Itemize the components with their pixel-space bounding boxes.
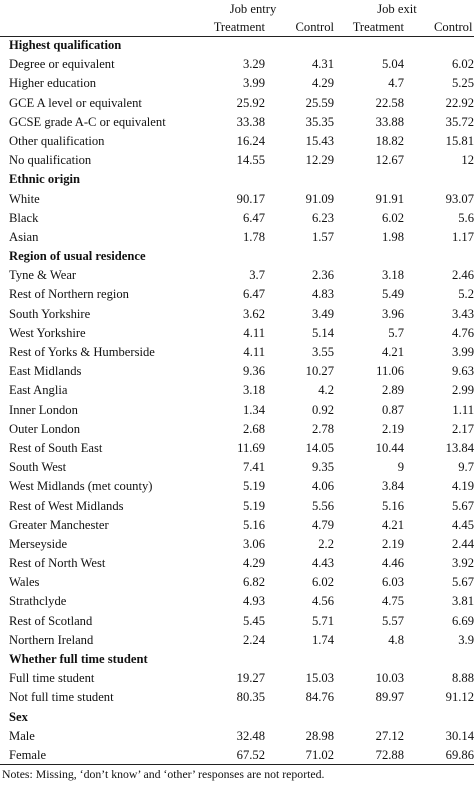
row-label: Rest of Yorks & Humberside (9, 345, 155, 359)
table-row (0, 746, 474, 765)
table-cell: 18.82 (375, 133, 404, 148)
column-header-exit-treatment: Treatment (352, 20, 404, 34)
table-cell: 4.7 (388, 76, 404, 91)
row-label: GCE A level or equivalent (9, 95, 142, 110)
table-row (0, 190, 474, 209)
row-label: Black (9, 210, 39, 225)
table-row (0, 305, 474, 324)
table-cell: 33.38 (236, 114, 265, 129)
table-cell: 6.02 (311, 575, 334, 590)
column-group-job-exit: Job exit (377, 2, 417, 16)
table-row (0, 612, 474, 631)
table-cell: 4.29 (311, 76, 334, 91)
table-cell: 4.43 (311, 556, 334, 571)
table-cell: 22.58 (375, 95, 404, 110)
table-cell: 5.16 (242, 517, 265, 532)
table-cell: 5.16 (381, 498, 404, 513)
table-row (0, 362, 474, 381)
row-label: Wales (9, 575, 40, 590)
row-label: Rest of West Midlands (9, 498, 124, 513)
table-cell: 16.24 (236, 133, 265, 148)
table-cell: 5.2 (458, 287, 474, 302)
table-cell: 89.97 (375, 690, 404, 705)
table-cell: 5.71 (311, 613, 334, 628)
table-cell: 5.67 (451, 498, 474, 513)
section-label: Whether full time student (9, 652, 148, 666)
column-group-job-entry: Job entry (229, 2, 277, 16)
table-cell: 22.92 (445, 95, 474, 110)
table-cell: 93.07 (445, 191, 474, 206)
table-row (0, 688, 474, 707)
table-cell: 0.92 (311, 402, 334, 417)
table-row (0, 439, 474, 458)
table-cell: 9.35 (311, 460, 334, 475)
section-header-row (0, 650, 474, 669)
table-cell: 4.11 (243, 325, 265, 340)
table-cell: 11.69 (237, 440, 265, 455)
table-cell: 3.06 (242, 536, 265, 551)
table-cell: 5.7 (388, 325, 404, 340)
section-label: Ethnic origin (9, 172, 81, 187)
table-cell: 3.18 (381, 268, 404, 283)
table-cell: 2.17 (451, 421, 474, 436)
table-row (0, 592, 474, 611)
table-cell: 6.47 (242, 287, 265, 302)
table-cell: 2.36 (311, 268, 334, 283)
table-cell: 28.98 (305, 728, 334, 743)
row-label: Tyne & Wear (9, 268, 77, 283)
table-cell: 4.79 (311, 517, 334, 532)
row-label: East Midlands (9, 364, 82, 379)
table-cell: 9.7 (458, 460, 474, 475)
bottom-rule (0, 764, 474, 765)
table-cell: 6.23 (311, 210, 334, 225)
table-cell: 4.8 (388, 632, 404, 647)
table-cell: 84.76 (305, 690, 334, 705)
table-cell: 3.55 (311, 345, 334, 359)
table-cell: 4.93 (242, 594, 265, 609)
table-cell: 1.74 (311, 632, 334, 647)
table-header (0, 0, 474, 36)
table-row (0, 535, 474, 554)
table-cell: 5.56 (311, 498, 334, 513)
table-row (0, 324, 474, 343)
table-cell: 4.2 (318, 383, 334, 398)
row-label: Male (9, 728, 35, 743)
table-cell: 12.29 (305, 153, 334, 168)
table-cell: 90.17 (236, 191, 265, 206)
table-row (0, 343, 474, 362)
table-cell: 2.19 (381, 536, 404, 551)
row-label: No qualification (9, 153, 92, 168)
row-label: Strathclyde (9, 594, 67, 609)
row-label: White (9, 191, 40, 206)
table-cell: 8.88 (451, 671, 474, 686)
row-label: Degree or equivalent (9, 57, 115, 72)
section-header-row (0, 170, 474, 189)
table-cell: 1.11 (452, 402, 474, 417)
table-cell: 5.14 (311, 325, 334, 340)
table-cell: 9.63 (451, 364, 474, 379)
table-row (0, 381, 474, 400)
table-cell: 3.99 (451, 345, 474, 359)
row-label: East Anglia (9, 383, 68, 398)
table-cell: 9.36 (242, 364, 265, 379)
table-row (0, 285, 474, 304)
table-row (0, 458, 474, 477)
table-row (0, 132, 474, 151)
table-cell: 27.12 (375, 728, 404, 743)
section-label: Highest qualification (9, 38, 122, 52)
table-row (0, 727, 474, 746)
table-cell: 4.31 (311, 57, 334, 72)
table-cell: 5.19 (242, 479, 265, 494)
table-cell: 3.7 (249, 268, 265, 283)
table-cell: 91.12 (445, 690, 474, 705)
table-cell: 10.44 (375, 440, 404, 455)
row-label: Rest of Scotland (9, 613, 93, 628)
table-cell: 6.82 (242, 575, 265, 590)
row-label: Northern Ireland (9, 632, 94, 647)
table-cell: 3.62 (242, 306, 265, 321)
table-cell: 4.06 (311, 479, 334, 494)
table-cell: 7.41 (242, 460, 265, 475)
table-cell: 5.6 (458, 210, 474, 225)
table-cell: 2.89 (381, 383, 404, 398)
table-cell: 1.17 (451, 229, 474, 244)
section-label: Region of usual residence (9, 249, 146, 264)
row-label: Other qualification (9, 133, 105, 148)
table-row (0, 94, 474, 113)
table-cell: 6.02 (451, 57, 474, 72)
table-cell: 11.06 (376, 364, 404, 379)
row-label: Rest of North West (9, 556, 106, 571)
table-row (0, 228, 474, 247)
table-row (0, 401, 474, 420)
table-cell: 2.24 (242, 632, 265, 647)
table-cell: 3.96 (381, 306, 404, 321)
table-cell: 10.03 (375, 671, 404, 686)
table-cell: 25.59 (305, 95, 334, 110)
row-label: South Yorkshire (9, 306, 91, 321)
table-cell: 6.47 (242, 210, 265, 225)
table-cell: 69.86 (445, 747, 474, 762)
row-label: GCSE grade A-C or equivalent (9, 114, 166, 129)
section-header-row (0, 708, 474, 727)
table-cell: 25.92 (236, 95, 265, 110)
table-cell: 14.55 (236, 153, 265, 168)
table-cell: 72.88 (375, 747, 404, 762)
table-cell: 12 (461, 153, 474, 168)
table-row (0, 554, 474, 573)
table-row (0, 669, 474, 688)
table-row (0, 631, 474, 650)
table-cell: 4.19 (451, 479, 474, 494)
table-cell: 2.68 (242, 421, 265, 436)
row-label: Female (9, 747, 47, 762)
table-row (0, 55, 474, 74)
section-header-row (0, 247, 474, 266)
table-cell: 3.99 (242, 76, 265, 91)
table-cell: 5.19 (242, 498, 265, 513)
table-cell: 4.29 (242, 556, 265, 571)
table-cell: 10.27 (305, 364, 334, 379)
table-cell: 71.02 (305, 747, 334, 762)
table-row (0, 573, 474, 592)
table-cell: 2.46 (451, 268, 474, 283)
table-cell: 35.72 (445, 114, 474, 129)
table-cell: 3.9 (458, 632, 474, 647)
table-cell: 3.92 (451, 556, 474, 571)
row-label: West Midlands (met county) (9, 479, 153, 494)
table-cell: 67.52 (236, 747, 265, 762)
column-header-entry-treatment: Treatment (213, 20, 265, 34)
table-cell: 80.35 (236, 690, 265, 705)
table-cell: 0.87 (381, 402, 404, 417)
row-label: Inner London (9, 402, 78, 417)
table-cell: 4.11 (243, 345, 265, 359)
table-cell: 1.57 (311, 229, 334, 244)
row-label: Rest of South East (9, 440, 103, 455)
column-header-entry-control: Control (295, 20, 334, 34)
table-cell: 5.67 (451, 575, 474, 590)
table-cell: 5.49 (381, 287, 404, 302)
table-cell: 4.46 (381, 556, 404, 571)
table-cell: 4.75 (381, 594, 404, 609)
row-label: Merseyside (9, 536, 68, 551)
table-body (0, 36, 474, 765)
table-cell: 30.14 (445, 728, 474, 743)
table-cell: 1.98 (381, 229, 404, 244)
table-cell: 15.43 (305, 133, 334, 148)
table-cell: 2.19 (381, 421, 404, 436)
row-label: Higher education (9, 76, 97, 91)
table-cell: 6.69 (451, 613, 474, 628)
table-cell: 3.29 (242, 57, 265, 72)
section-header-row (0, 36, 474, 55)
table-cell: 4.83 (311, 287, 334, 302)
table-cell: 2.2 (318, 536, 334, 551)
section-label: Sex (9, 709, 28, 724)
table-cell: 35.35 (305, 114, 334, 129)
table-row (0, 74, 474, 93)
table-cell: 6.02 (381, 210, 404, 225)
table-row (0, 497, 474, 516)
table-row (0, 151, 474, 170)
column-header-exit-control: Control (434, 20, 473, 34)
table-cell: 12.67 (375, 153, 404, 168)
row-label: Greater Manchester (9, 517, 109, 532)
table-cell: 13.84 (445, 440, 474, 455)
table-cell: 91.91 (375, 191, 404, 206)
table-cell: 3.49 (311, 306, 334, 321)
table-cell: 4.76 (451, 325, 474, 340)
row-label: Outer London (9, 421, 80, 436)
row-label: West Yorkshire (9, 325, 86, 340)
table-cell: 4.21 (381, 345, 404, 359)
table-cell: 1.34 (242, 402, 265, 417)
row-label: Asian (9, 229, 39, 244)
table-cell: 15.03 (305, 671, 334, 686)
table-cell: 5.57 (381, 613, 404, 628)
row-label: Rest of Northern region (9, 287, 129, 302)
table-cell: 3.81 (451, 594, 474, 609)
table-cell: 5.04 (381, 57, 404, 72)
table-cell: 3.18 (242, 383, 265, 398)
row-label: Not full time student (9, 690, 114, 705)
table-cell: 2.78 (311, 421, 334, 436)
table-cell: 15.81 (445, 133, 474, 148)
table-row (0, 209, 474, 228)
table-cell: 6.03 (381, 575, 404, 590)
table-cell: 4.56 (311, 594, 334, 609)
table-cell: 14.05 (305, 440, 334, 455)
table-cell: 5.45 (242, 613, 265, 628)
table-cell: 4.45 (451, 517, 474, 532)
table-row (0, 113, 474, 132)
table-cell: 19.27 (236, 671, 265, 686)
table-cell: 33.88 (375, 114, 404, 129)
table-cell: 4.21 (381, 517, 404, 532)
table-cell: 91.09 (305, 191, 334, 206)
row-label: Full time student (9, 671, 95, 686)
row-label: South West (9, 460, 67, 475)
table-cell: 32.48 (236, 728, 265, 743)
table-row (0, 516, 474, 535)
table-row (0, 477, 474, 496)
table-cell: 2.44 (451, 536, 474, 551)
table-row (0, 266, 474, 285)
table-cell: 3.43 (451, 306, 474, 321)
table-notes: Notes: Missing, ‘don’t know’ and ‘other’ responses are not reported. (2, 767, 325, 781)
table-cell: 2.99 (451, 383, 474, 398)
table-cell: 9 (397, 460, 404, 475)
table-row (0, 420, 474, 439)
table-cell: 5.25 (451, 76, 474, 91)
table-cell: 1.78 (242, 229, 265, 244)
table-cell: 3.84 (381, 479, 404, 494)
